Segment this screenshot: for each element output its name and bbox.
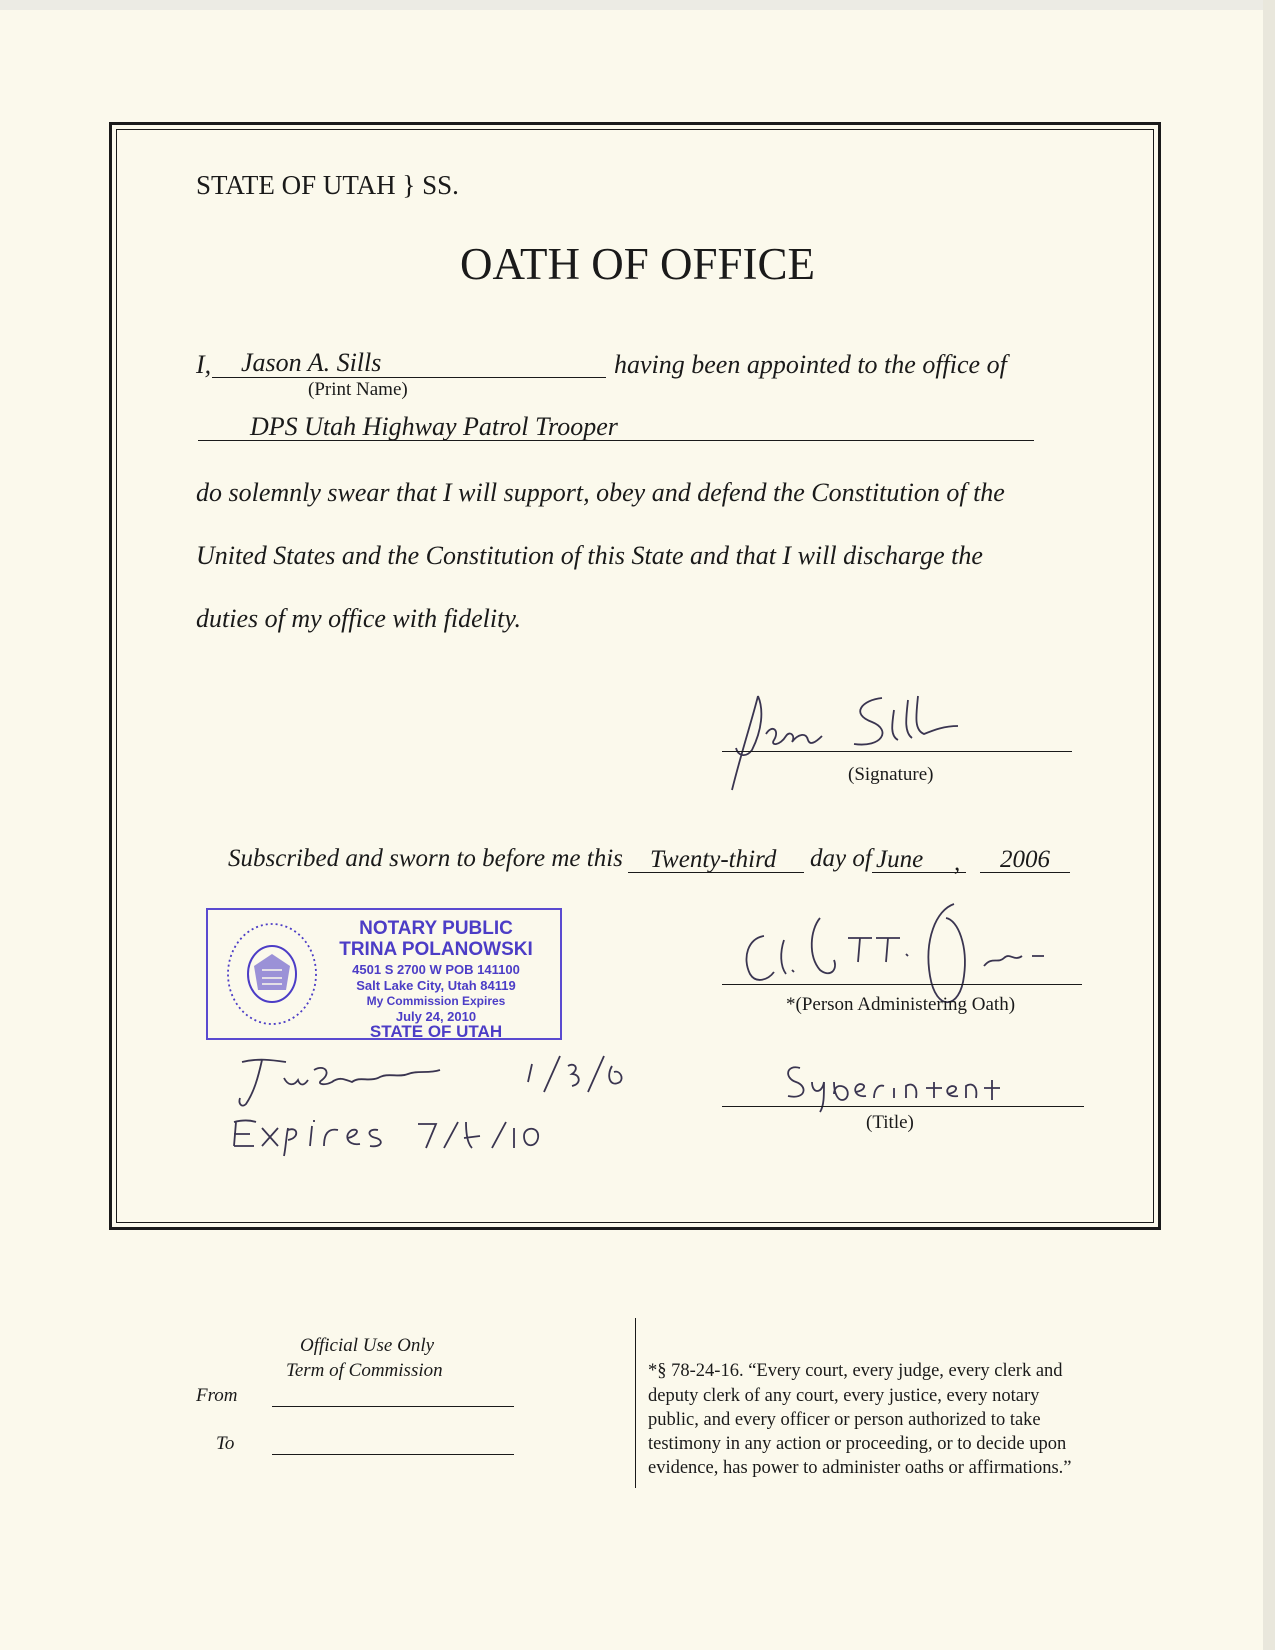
statute-line-3: public, and every officer or person authorized to take: [648, 1410, 1041, 1430]
statute-line-2: deputy clerk of any court, every justice, every notary: [648, 1386, 1040, 1406]
appointee-prefix: I,: [196, 350, 212, 379]
stamp-line-3: 4501 S 2700 W POB 141100: [352, 962, 520, 977]
statute-line-4: testimony in any action or proceeding, or to decide upon: [648, 1434, 1067, 1454]
signature-caption: (Signature): [848, 764, 934, 785]
to-field-line: [272, 1454, 514, 1455]
appointee-name: Jason A. Sills: [241, 348, 382, 377]
stamp-line-1: NOTARY PUBLIC: [359, 918, 513, 939]
office-line: [198, 440, 1034, 441]
from-field-line: [272, 1406, 514, 1407]
notary-stamp: [206, 908, 562, 1040]
subscribed-month: June: [876, 846, 924, 873]
document-title: OATH OF OFFICE: [459, 239, 816, 289]
subscribed-day-line: [628, 872, 804, 873]
stamp-line-6: July 24, 2010: [395, 1009, 477, 1024]
state-line: STATE OF UTAH } SS.: [196, 170, 459, 200]
from-label: From: [196, 1385, 238, 1406]
title-caption: (Title): [866, 1112, 914, 1133]
term-of-commission-heading: Term of Commission: [286, 1360, 443, 1381]
administrator-caption: *(Person Administering Oath): [786, 994, 1016, 1015]
statute-line-1: *§ 78-24-16. “Every court, every judge, every clerk and: [648, 1361, 1063, 1381]
to-label: To: [216, 1433, 235, 1454]
subscribed-comma: ,: [954, 849, 961, 876]
subscribed-year: 2006: [1000, 846, 1050, 873]
print-name-caption: (Print Name): [308, 379, 408, 400]
administrator-title: [780, 1060, 1020, 1116]
oath-text-line-1: do solemnly swear that I will support, obey and defend the Constitution of the: [196, 478, 1005, 507]
subscribed-day: Twenty-third: [650, 846, 777, 873]
stamp-line-4: Salt Lake City, Utah 84119: [356, 978, 516, 993]
official-use-heading: Official Use Only: [300, 1335, 435, 1356]
section-divider: [635, 1318, 636, 1488]
stamp-line-5: My Commission Expires: [366, 994, 506, 1008]
oath-text-line-2: United States and the Constitution of this State and that I will discharge the: [196, 541, 983, 570]
oath-text-line-3: duties of my office with fidelity.: [196, 604, 521, 633]
appointee-name-line: [212, 377, 606, 378]
stamp-line-7: STATE OF UTAH: [369, 1022, 503, 1041]
subscribed-text: Subscribed and sworn to before me this: [228, 845, 623, 872]
subscribed-day-of: day of: [810, 845, 872, 872]
scan-top-edge: [0, 0, 1275, 10]
signature-line: [722, 751, 1072, 752]
statute-line-5: evidence, has power to administer oaths or affirmations.”: [648, 1458, 1072, 1478]
administrator-line: [722, 984, 1082, 985]
state-seal-icon: [222, 918, 322, 1030]
subscribed-month-line: [872, 872, 966, 873]
stamp-line-2: TRINA POLANOWSKI: [339, 939, 533, 960]
notary-signature: [228, 1052, 648, 1162]
appointed-text: having been appointed to the office of: [614, 350, 1007, 379]
office-name: DPS Utah Highway Patrol Trooper: [250, 412, 618, 441]
subscribed-year-line: [980, 872, 1070, 873]
title-line: [722, 1106, 1084, 1107]
